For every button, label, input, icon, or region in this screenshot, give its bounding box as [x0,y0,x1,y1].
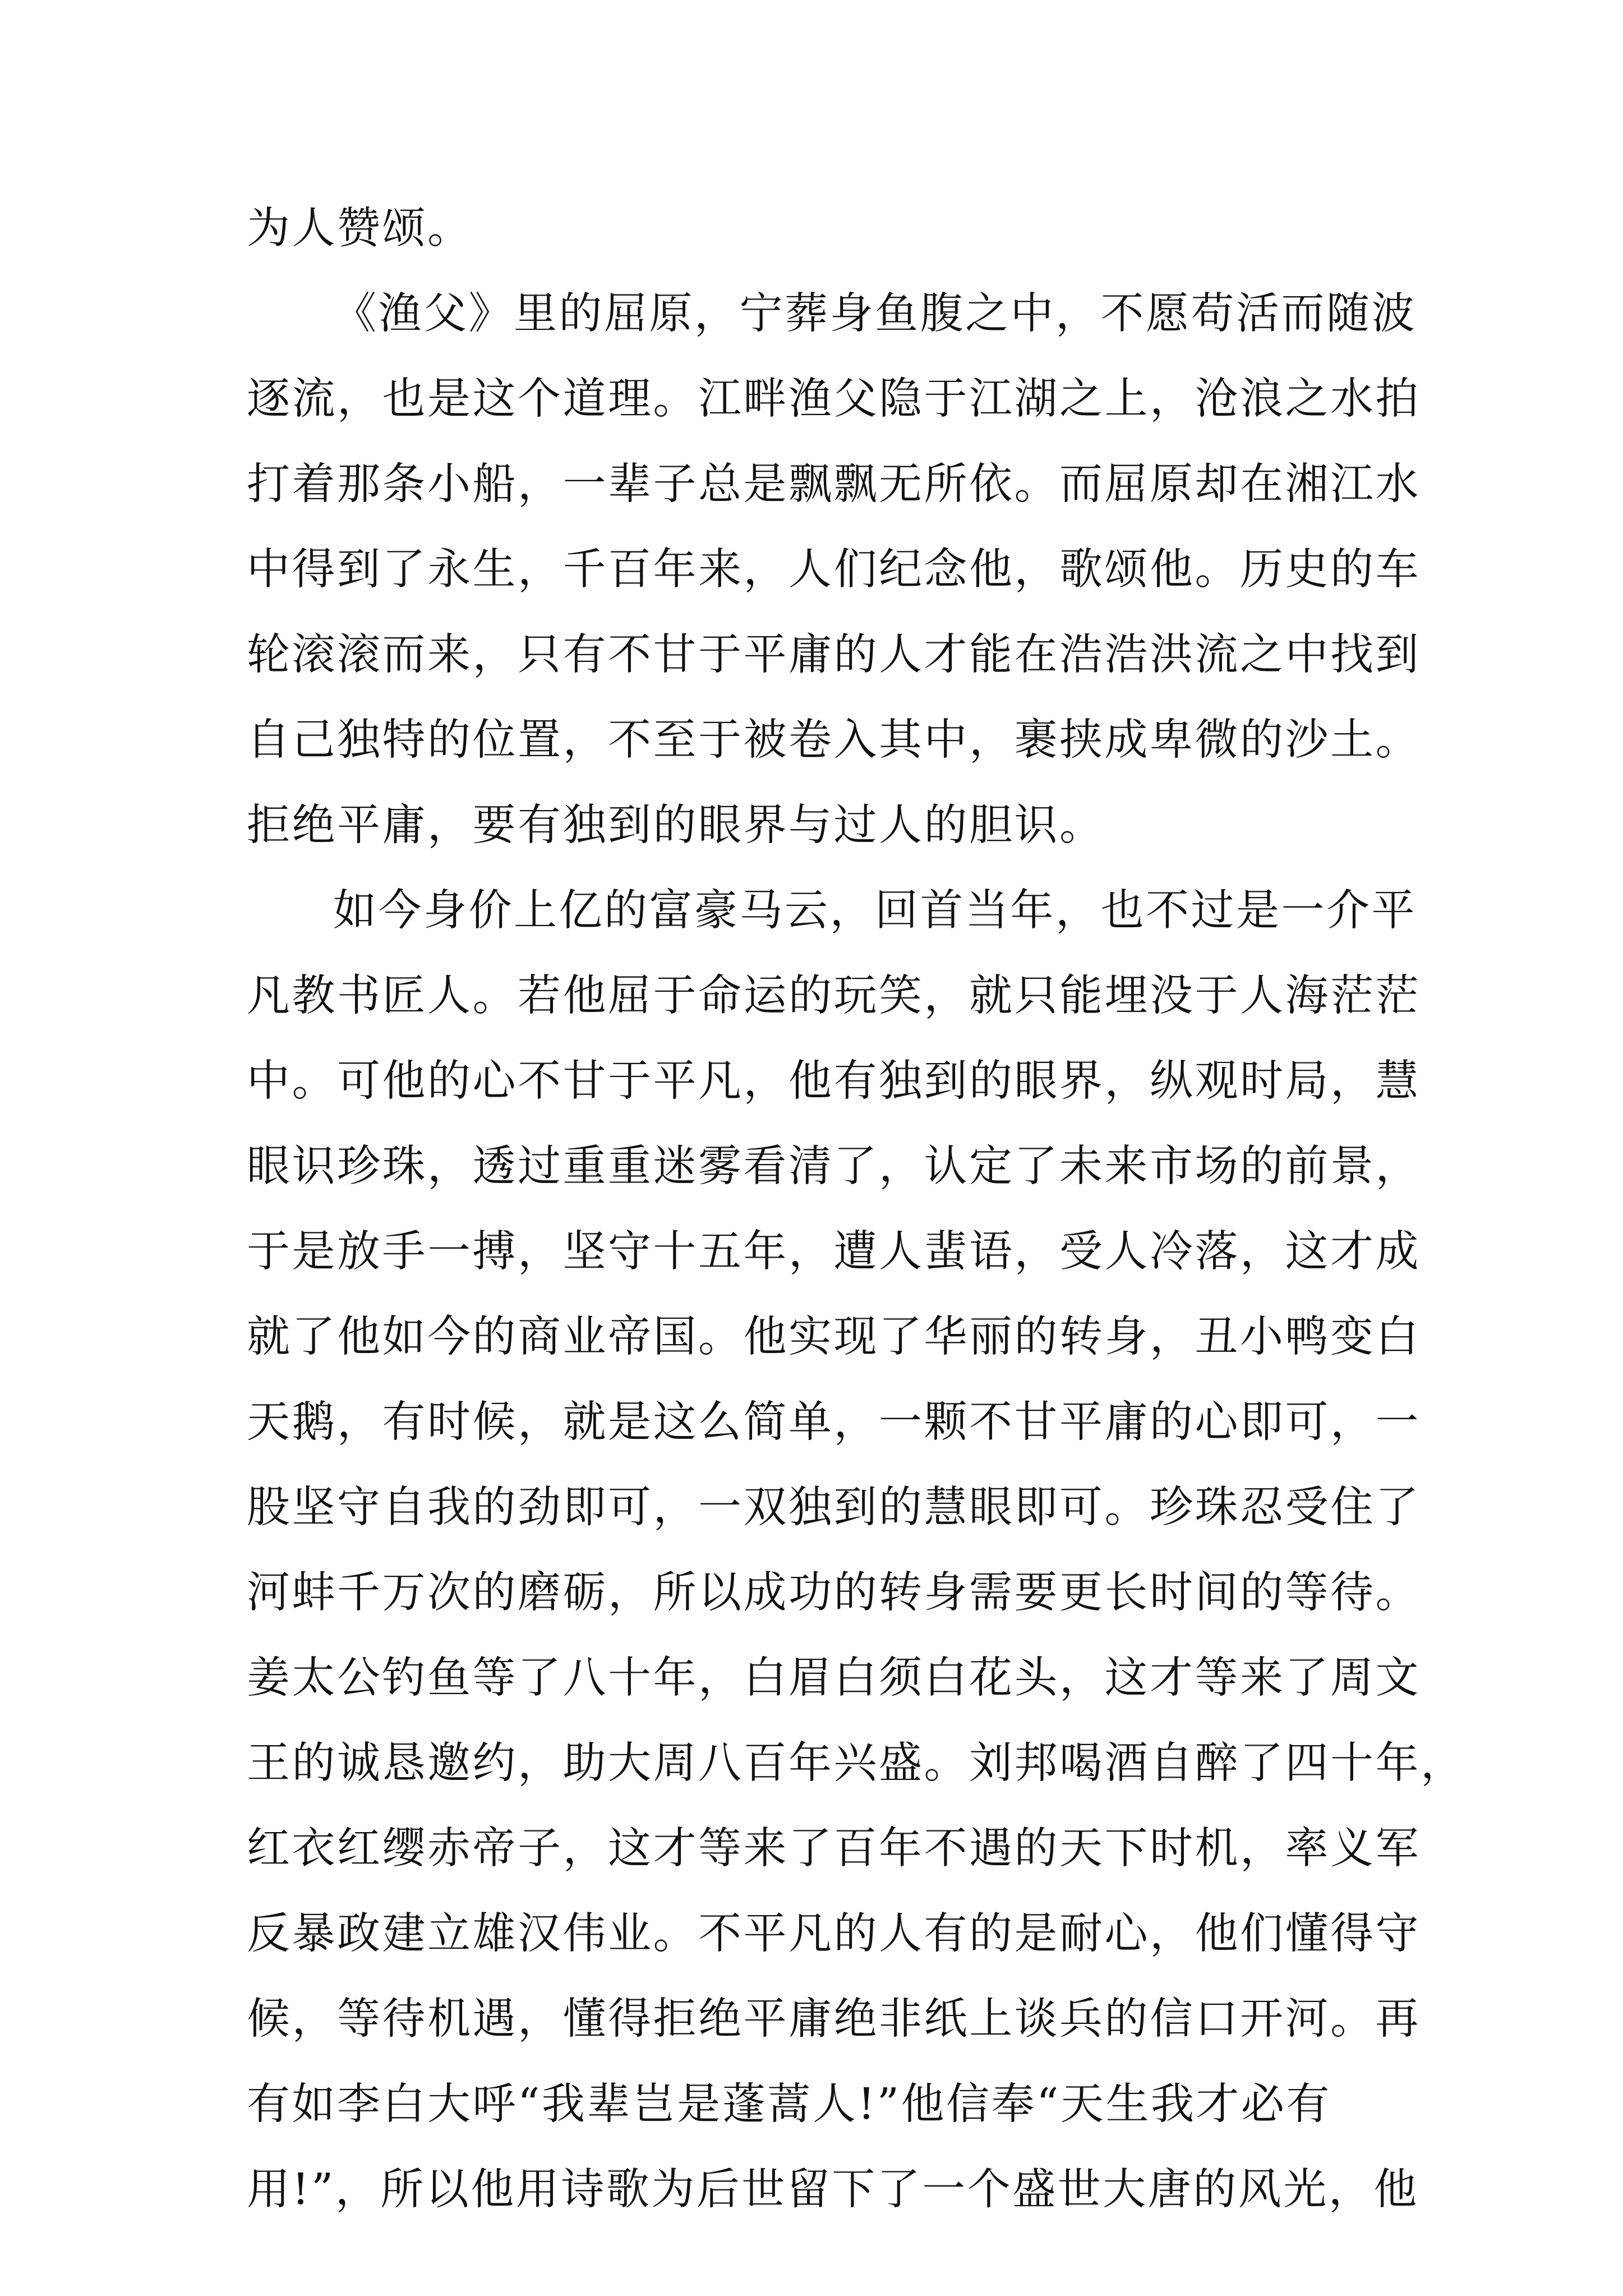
text-line: 打着那条小船，一辈子总是飘飘无所依。而屈原却在湘江水 [247,459,1421,509]
text-line: 拒绝平庸，要有独到的眼界与过人的胆识。 [247,800,1105,850]
text-line: 自己独特的位置，不至于被卷入其中，裹挟成卑微的沙土。 [247,715,1421,765]
text-line: 红衣红缨赤帝子，这才等来了百年不遇的天下时机，率义军 [247,1824,1421,1874]
text-line: 候，等待机遇，懂得拒绝平庸绝非纸上谈兵的信口开河。再 [247,1994,1421,2044]
text-line: 有如李白大呼“我辈岂是蓬蒿人!”他信奉“天生我才必有 [247,2079,1332,2129]
text-line: 逐流，也是这个道理。江畔渔父隐于江湖之上，沧浪之水拍 [247,374,1421,424]
text-line: 于是放手一搏，坚守十五年，遭人蜚语，受人冷落，这才成 [247,1227,1421,1277]
text-line: 河蚌千万次的磨砺，所以成功的转身需要更长时间的等待。 [247,1568,1421,1618]
text-line: 为人赞颂。 [247,204,473,254]
text-line: 凡教书匠人。若他屈于命运的玩笑，就只能埋没于人海茫茫 [247,971,1421,1021]
text-line: 就了他如今的商业帝国。他实现了华丽的转身，丑小鸭变白 [247,1312,1421,1362]
text-line: 眼识珍珠，透过重重迷雾看清了，认定了未来市场的前景， [247,1142,1421,1191]
text-line: 《渔父》里的屈原，宁葬身鱼腹之中，不愿苟活而随波 [333,289,1417,339]
text-line: 姜太公钓鱼等了八十年，白眉白须白花头，这才等来了周文 [247,1653,1421,1703]
text-line: 天鹅，有时候，就是这么简单，一颗不甘平庸的心即可，一 [247,1397,1421,1447]
text-line: 反暴政建立雄汉伟业。不平凡的人有的是耐心，他们懂得守 [247,1909,1421,1959]
body-text [247,186,1466,2233]
text-line: 用!”，所以他用诗歌为后世留下了一个盛世大唐的风光，他 [247,2165,1419,2215]
text-line: 股坚守自我的劲即可，一双独到的慧眼即可。珍珠忍受住了 [247,1483,1421,1533]
text-line: 王的诚恳邀约，助大周八百年兴盛。刘邦喝酒自醉了四十年， [247,1738,1466,1788]
text-line: 中。可他的心不甘于平凡，他有独到的眼界，纵观时局，慧 [247,1056,1421,1106]
text-line: 如今身价上亿的富豪马云，回首当年，也不过是一介平 [333,886,1417,936]
text-line: 中得到了永生，千百年来，人们纪念他，歌颂他。历史的车 [247,545,1421,595]
text-line: 轮滚滚而来，只有不甘于平庸的人才能在浩浩洪流之中找到 [247,630,1421,680]
